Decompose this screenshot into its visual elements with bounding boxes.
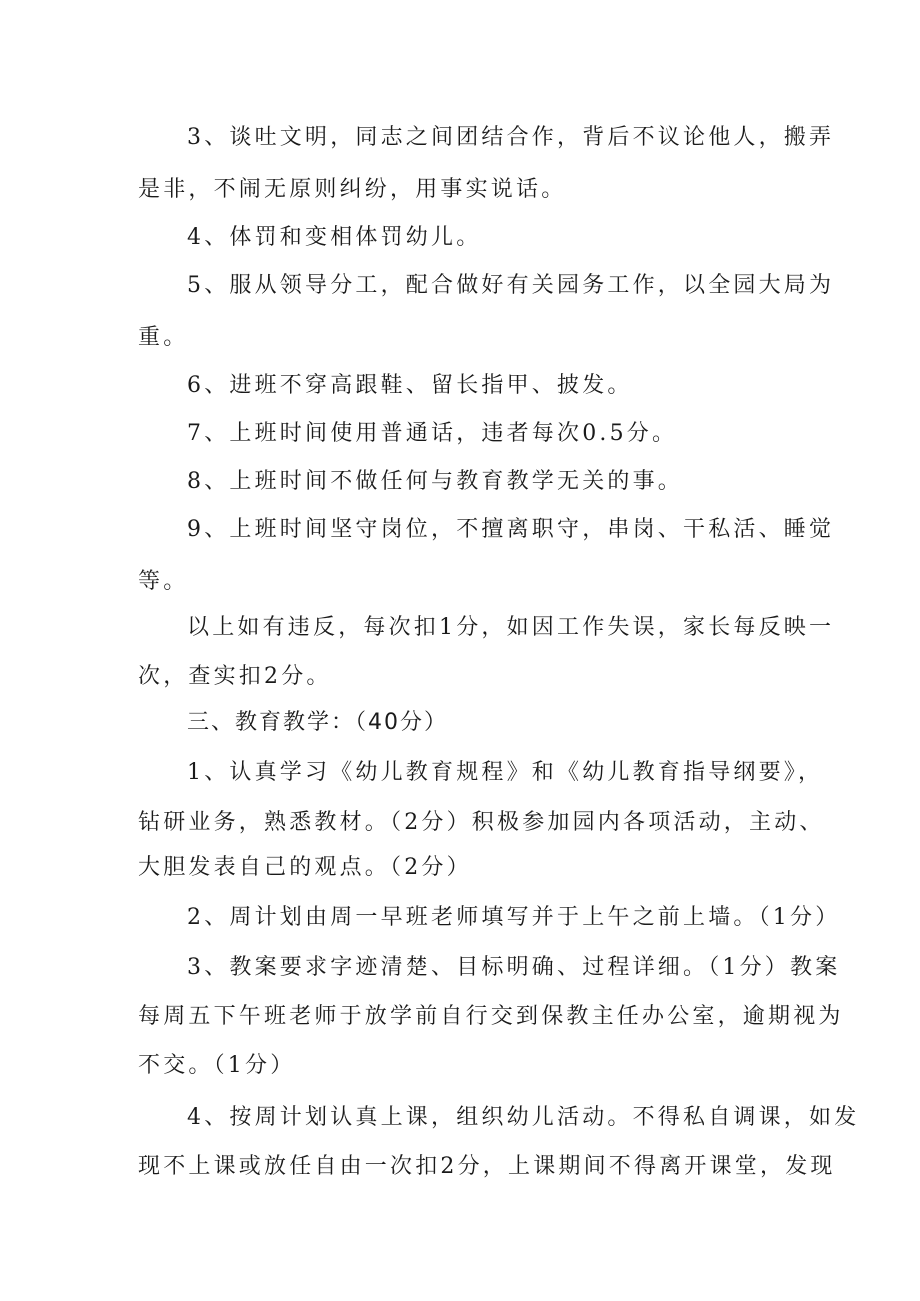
penalty-note-line-2: 次，查实扣2分。: [138, 664, 332, 689]
edu-item-2: 2、周计划由周一早班老师填写并于上午之前上墙。（1分）: [187, 905, 841, 930]
rule-9-line-1: 9、上班时间坚守岗位，不擅离职守，串岗、干私活、睡觉: [187, 517, 835, 542]
rule-8: 8、上班时间不做任何与教育教学无关的事。: [187, 469, 683, 494]
edu-item-1-line-1: 1、认真学习《幼儿教育规程》和《幼儿教育指导纲要》，: [187, 760, 824, 785]
penalty-note-line-1: 以上如有违反，每次扣1分，如因工作失误，家长每反映一: [187, 615, 835, 640]
section-heading-education: 三、教育教学：（40分）: [187, 710, 448, 735]
rule-9-line-2: 等。: [138, 569, 189, 594]
edu-item-1-line-2: 钻研业务，熟悉教材。（2分）积极参加园内各项活动，主动、: [138, 810, 825, 835]
rule-3-line-1: 3、谈吐文明，同志之间团结合作，背后不议论他人，搬弄: [187, 125, 835, 150]
rule-3-line-2: 是非，不闹无原则纠纷，用事实说话。: [138, 177, 567, 202]
edu-item-3-line-3: 不交。（1分）: [138, 1053, 296, 1078]
edu-item-4-line-1: 4、按周计划认真上课，组织幼儿活动。不得私自调课，如发: [187, 1105, 860, 1130]
rule-5-line-1: 5、服从领导分工，配合做好有关园务工作，以全园大局为: [187, 273, 835, 298]
edu-item-3-line-2: 每周五下午班老师于放学前自行交到保教主任办公室，逾期视为: [138, 1004, 844, 1029]
edu-item-1-line-3: 大胆发表自己的观点。（2分）: [138, 855, 472, 880]
rule-7: 7、上班时间使用普通话，违者每次0.5分。: [187, 421, 678, 446]
rule-5-line-2: 重。: [138, 325, 189, 350]
edu-item-3-line-1: 3、教案要求字迹清楚、目标明确、过程详细。（1分）教案: [187, 955, 841, 980]
rule-4: 4、体罚和变相体罚幼儿。: [187, 225, 482, 250]
edu-item-4-line-2: 现不上课或放任自由一次扣2分，上课期间不得离开课堂，发现: [138, 1154, 836, 1179]
rule-6: 6、进班不穿高跟鞋、留长指甲、披发。: [187, 373, 633, 398]
